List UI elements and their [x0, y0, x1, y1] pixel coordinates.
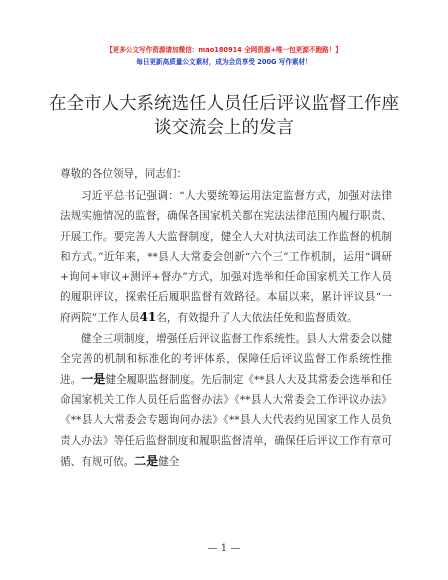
title-line-2: 谈交流会上的发言 — [154, 118, 294, 138]
page-number: — 1 — — [207, 543, 241, 554]
point-two-label: 二是 — [134, 453, 159, 468]
paragraph-2-tail: 健全 — [158, 455, 180, 468]
paragraph-2 — [60, 329, 392, 472]
paragraph-2-body: 健全履职监督制度。先后制定《**县人大及其常委会选举和任命国家机关工作人员任后监督办法》《**县人大常委会工作评议办法》《**县人大常委会专题询问办法》《**县人大代表约见国家工作人员负责人办法》等任后监督制度和履职监督清单，确保任后评议工作有章可循、有规可依。 — [60, 374, 393, 468]
paragraph-2-intro: 健全三项制度，增强任后评议监督工作系统性。县人大常委会以健全完善的机制和标准化的考评体系，保障任后评议监督工作系统性推进。 — [60, 332, 392, 387]
document-title — [0, 92, 448, 140]
evaluated-count: 41 — [139, 310, 157, 325]
title-line-1: 在全市人大系统选任人员任后评议监督工作座 — [49, 94, 399, 114]
paragraph-1-text: 习近平总书记强调：“人大要统筹运用法定监督方式，加强对法律法规实施情况的监督，确保各国家机关都在宪法法律范围内履行职责、开展工作。要完善人大监督制度，健全人大对执法司法工作监督的机制和方式。”近年来，**县人大常委会创新“六个三”工作机制，运用“调研+询问+审议+测评+督办”方式，加强对选举和任命国家机关工作人员的履职评议，探索任后履职监督有效路径。本届以来，累计评议县“一府两院”工作人员 — [60, 190, 392, 325]
paragraph-1 — [60, 186, 392, 328]
promo-line-2: 每日更新高质量公文素材，成为会员享受 200G 写作素材！ — [136, 58, 312, 66]
promo-banner — [0, 44, 448, 68]
document-body — [60, 164, 392, 472]
point-one-label: 一是 — [81, 372, 106, 387]
promo-line-1: 【更多公文写作资源请加微信：mao180914 全网资源+唯一包更源不跑路！】 — [106, 46, 342, 54]
greeting: 尊敬的各位领导，同志们： — [60, 168, 188, 180]
paragraph-1-end: 名，有效提升了人大依法任免和监督质效。 — [156, 312, 358, 325]
